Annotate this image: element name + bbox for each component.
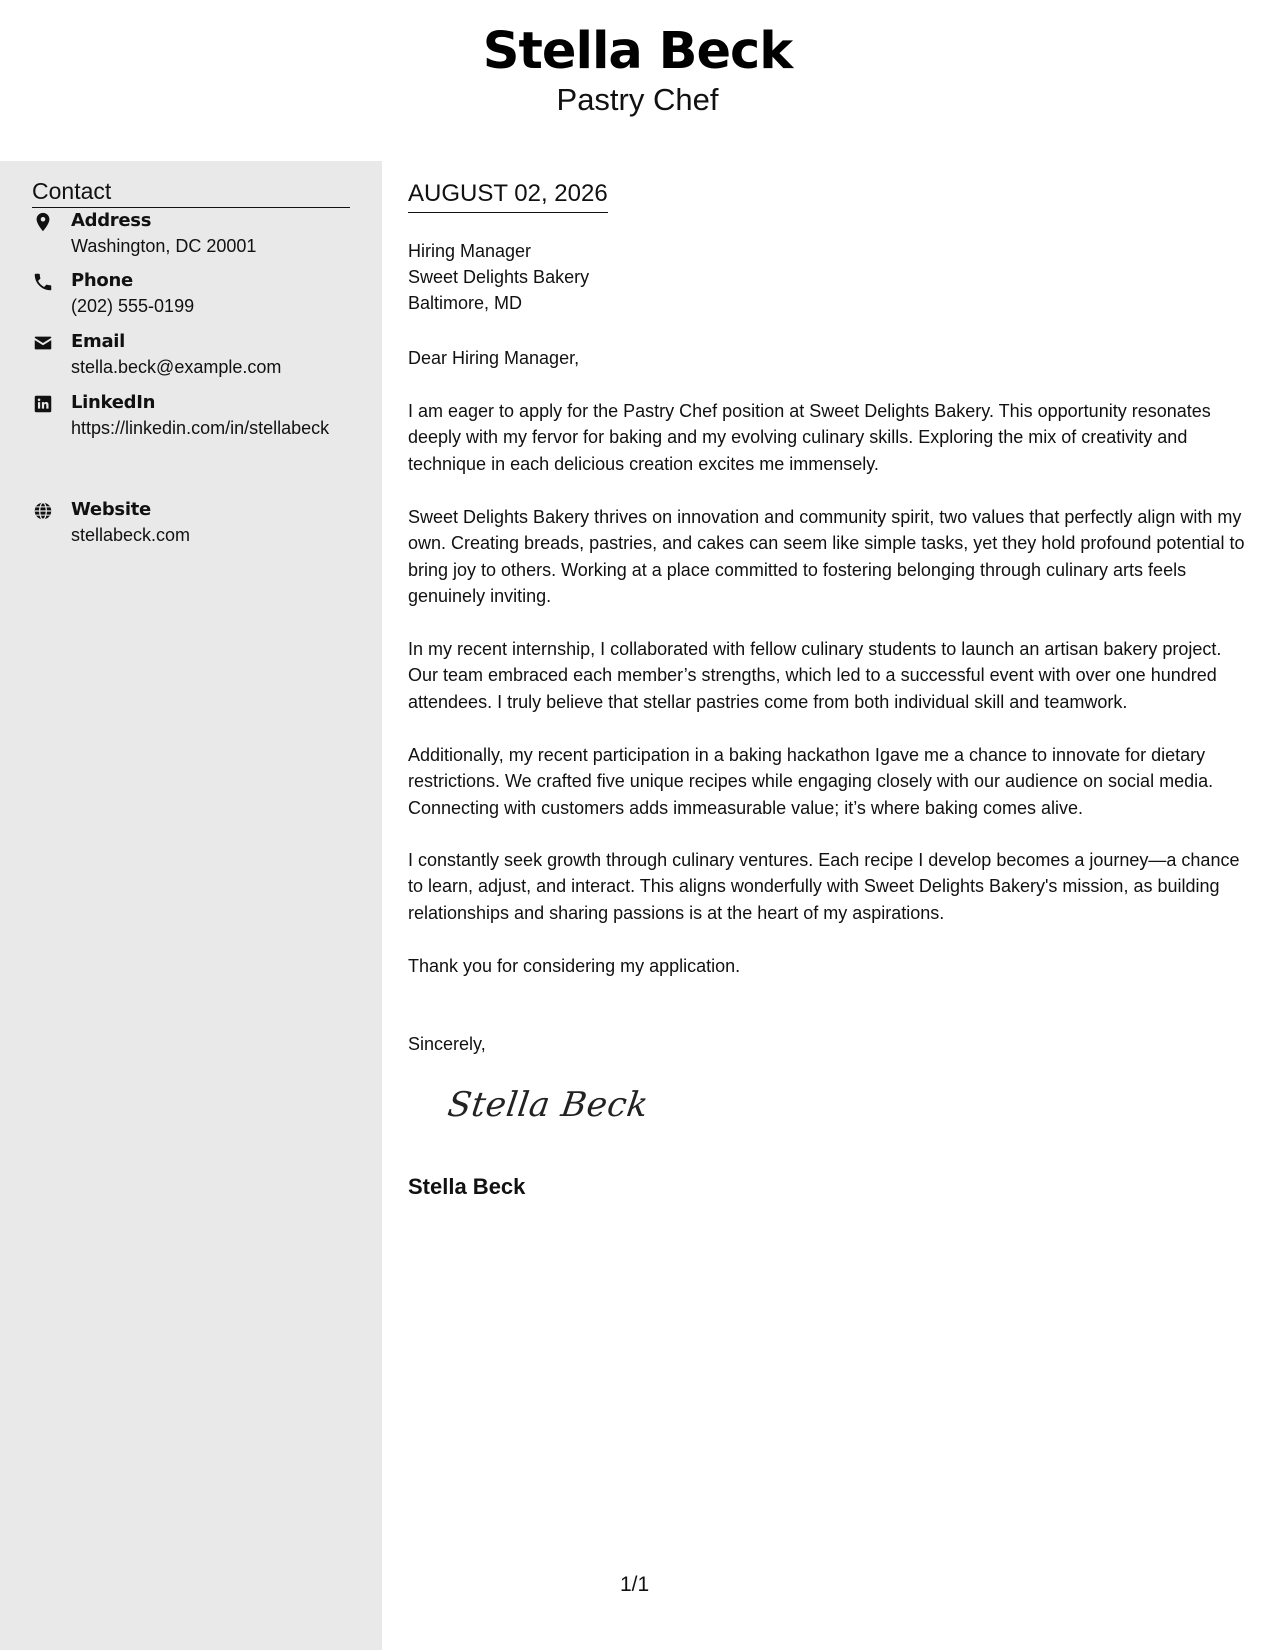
linkedin-icon bbox=[32, 393, 54, 415]
contact-heading: Contact bbox=[32, 176, 350, 208]
recipient-title: Hiring Manager bbox=[408, 241, 532, 261]
letter-paragraph: I constantly seek growth through culinary ventures. Each recipe I develop becomes a journey—a chance to learn, adjust, and interact. This aligns wonderfully with Sweet Delights Bakery's mission, as building relationships and sharing passions is at the heart of my aspirations. bbox=[408, 850, 1240, 923]
contact-label: Address bbox=[71, 210, 152, 231]
contact-value: Washington, DC 20001 bbox=[71, 236, 257, 256]
contact-sidebar bbox=[0, 161, 382, 1650]
map-pin-icon bbox=[32, 211, 54, 233]
contact-value[interactable]: https://linkedin.com/in/stellabeck bbox=[71, 418, 330, 438]
letter-paragraph: In my recent internship, I collaborated with fellow culinary students to launch an artisan bakery project. Our team embraced each member’s strengths, which led to a successful event with over one hundred attendees. I truly believe that stellar pastries come from both individual skill and teamwork. bbox=[408, 639, 1222, 712]
recipient-location: Baltimore, MD bbox=[408, 293, 523, 313]
envelope-icon bbox=[32, 332, 54, 354]
applicant-name: Stella Beck bbox=[482, 22, 793, 81]
contact-label: LinkedIn bbox=[71, 392, 156, 413]
contact-value[interactable]: stellabeck.com bbox=[71, 525, 191, 545]
letter-paragraph: Thank you for considering my application. bbox=[408, 956, 741, 976]
phone-icon bbox=[32, 271, 54, 293]
salutation: Dear Hiring Manager, bbox=[408, 348, 580, 368]
letter-paragraph: Sweet Delights Bakery thrives on innovation and community spirit, two values that perfectly align with my own. Creating breads, pastries, and cakes can seem like simple tasks, yet they hold profound potential to bring joy to others. Working at a place committed to fostering belonging through culinary arts feels genuinely inviting. bbox=[408, 507, 1245, 607]
recipient-company: Sweet Delights Bakery bbox=[408, 267, 590, 287]
contact-value: stella.beck@example.com bbox=[71, 357, 282, 377]
contact-label: Phone bbox=[71, 270, 133, 291]
letter-paragraph: I am eager to apply for the Pastry Chef position at Sweet Delights Bakery. This opportunity resonates deeply with my fervor for baking and my evolving culinary skills. Exploring the mix of creativity and technique in each delicious creation excites me immensely. bbox=[408, 401, 1211, 474]
signer-name: Stella Beck bbox=[408, 1174, 526, 1199]
applicant-job-title: Pastry Chef bbox=[556, 82, 719, 117]
letter-header bbox=[0, 0, 1275, 161]
page-number: 1/1 bbox=[620, 1573, 650, 1596]
contact-label: Website bbox=[71, 499, 151, 520]
contact-value: (202) 555-0199 bbox=[71, 296, 195, 316]
contact-label: Email bbox=[71, 331, 126, 352]
letter-date: AUGUST 02, 2026 bbox=[408, 177, 608, 213]
letter-paragraph: Additionally, my recent participation in a baking hackathon Igave me a chance to innovate for dietary restrictions. We crafted five unique recipes while engaging closely with our audience on social media. Connecting with customers adds immeasurable value; it’s where baking comes alive. bbox=[408, 745, 1214, 818]
globe-icon bbox=[32, 500, 54, 522]
recipient-block bbox=[408, 238, 1252, 316]
closing: Sincerely, bbox=[408, 1034, 486, 1054]
handwritten-signature: Stella Beck bbox=[445, 1085, 651, 1125]
